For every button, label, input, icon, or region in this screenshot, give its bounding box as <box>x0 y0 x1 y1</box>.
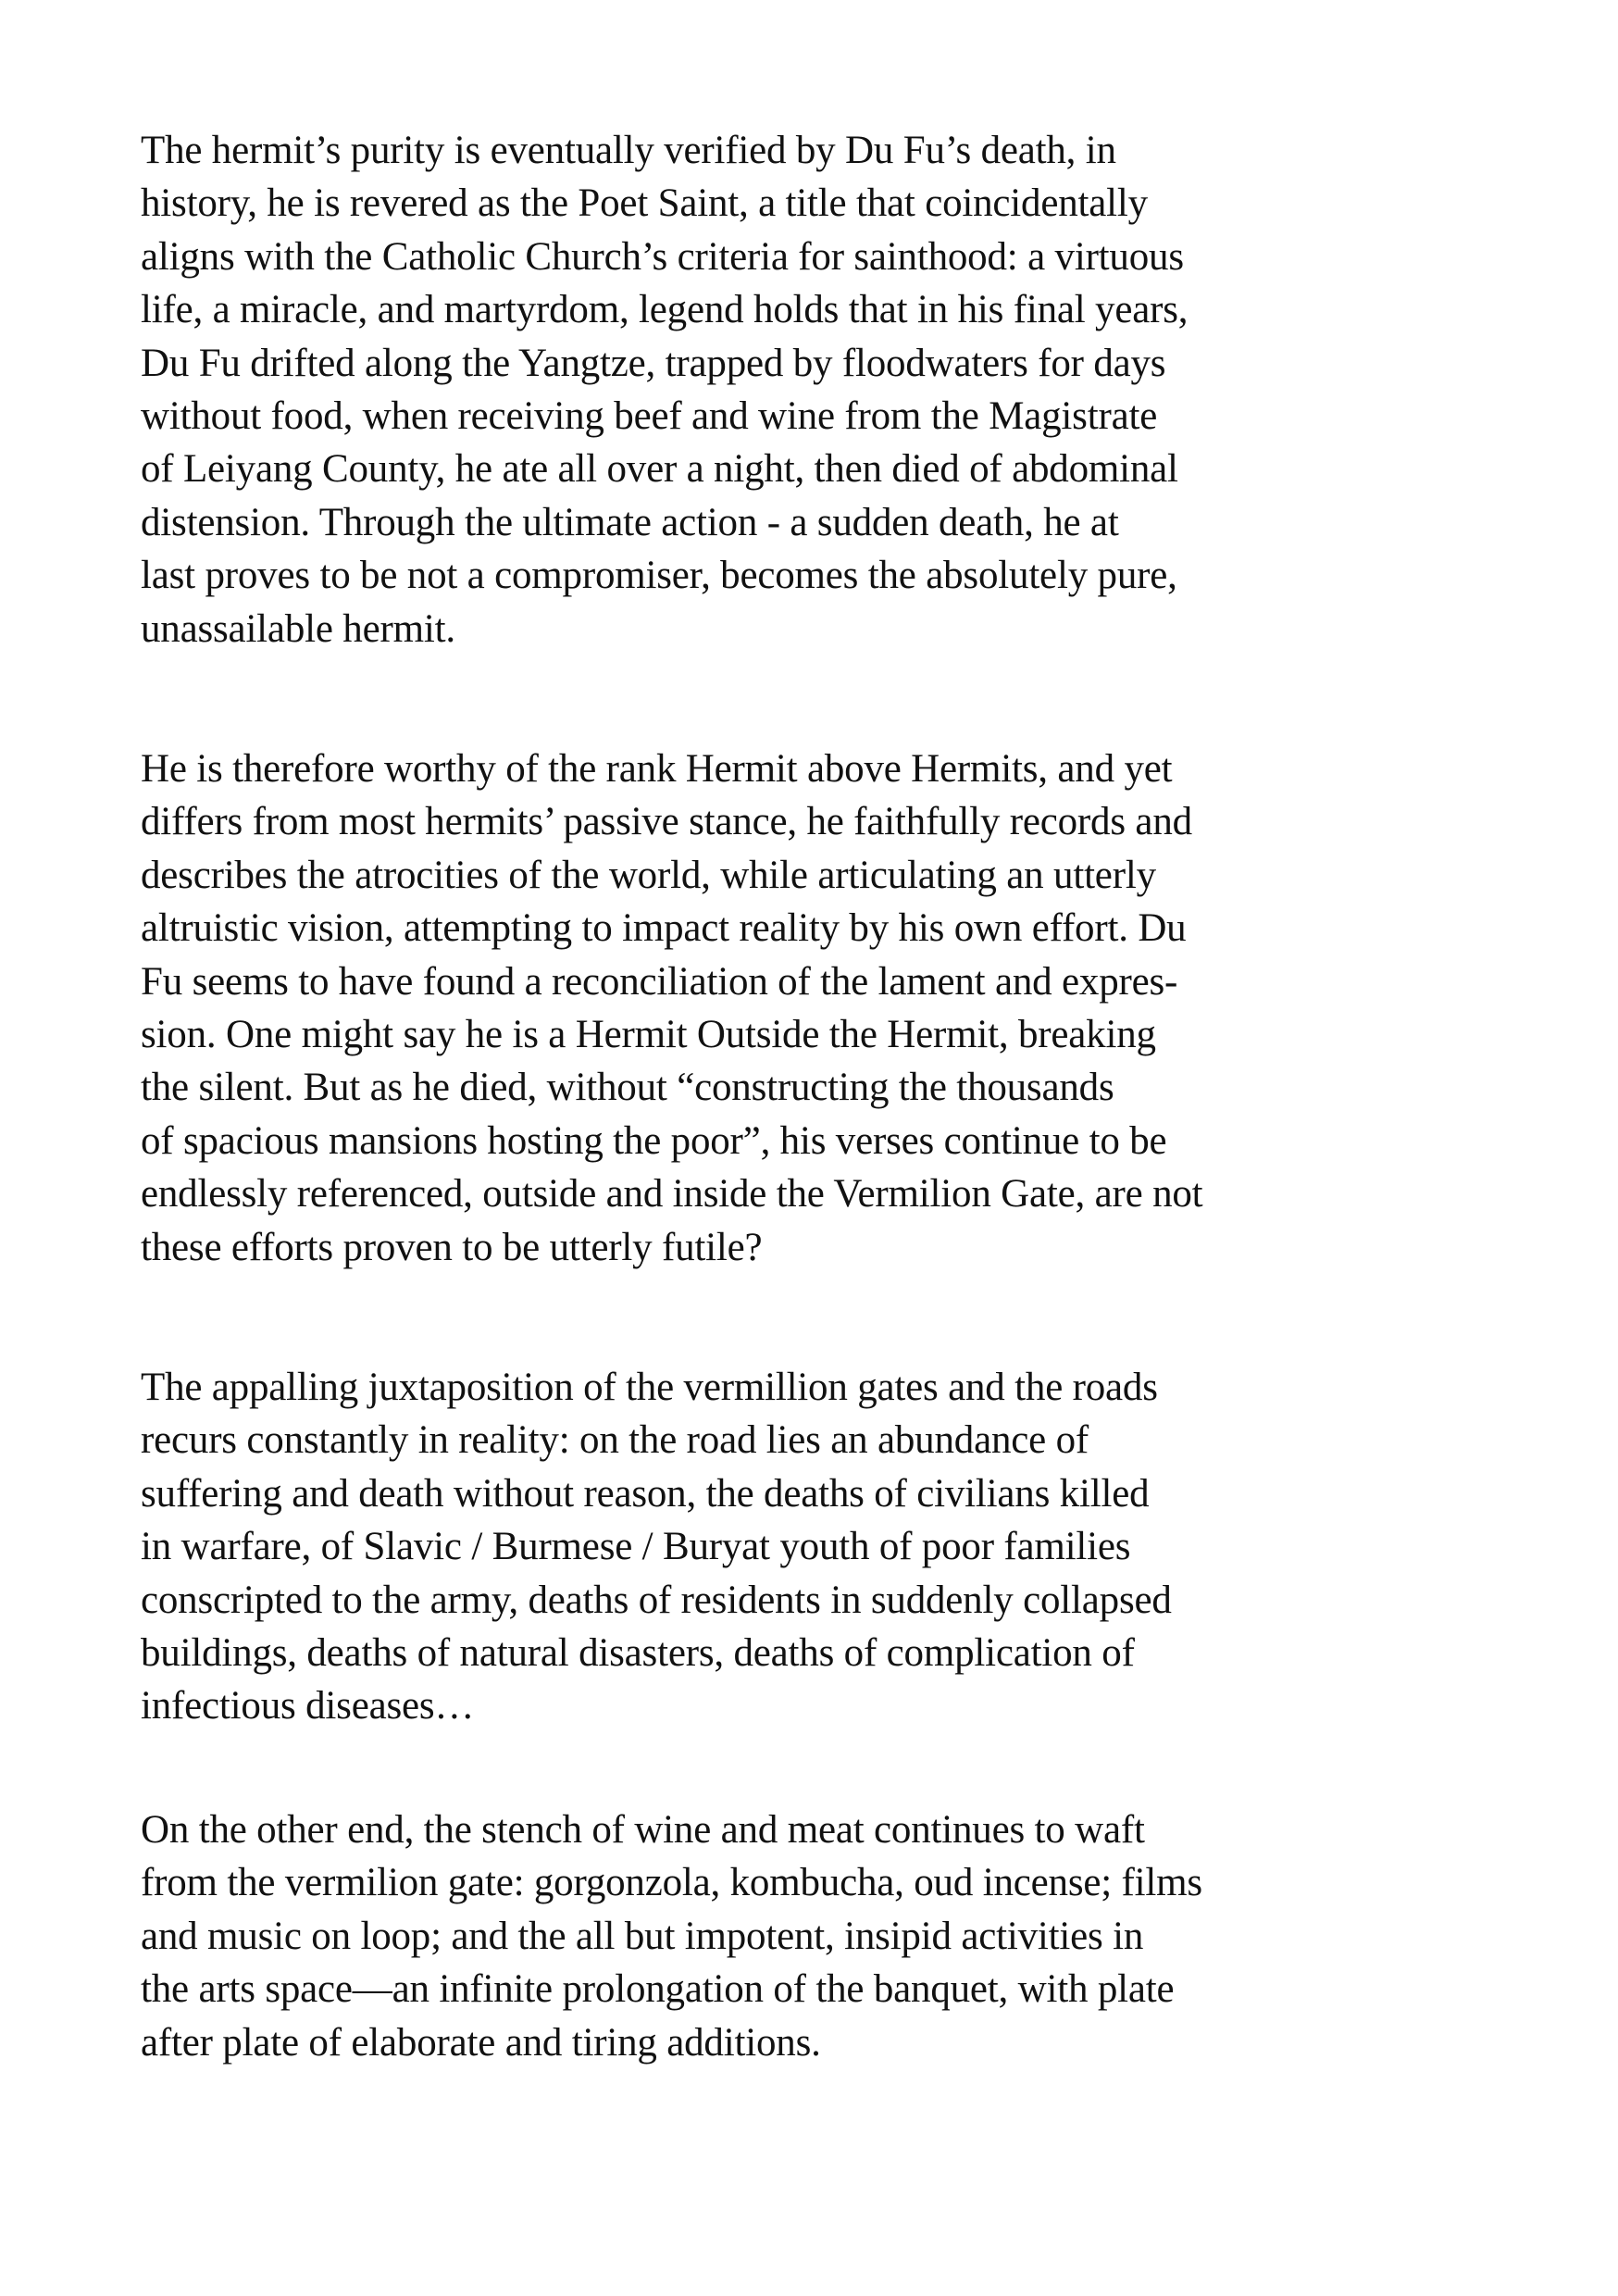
text-line: sion. One might say he is a Hermit Outside the Hermit, breaking <box>141 1013 1156 1057</box>
text-line: in warfare, of Slavic / Burmese / Buryat youth of poor families <box>141 1525 1131 1569</box>
text-line: suffering and death without reason, the deaths of civilians killed <box>141 1471 1150 1516</box>
text-line: of spacious mansions hosting the poor”, his verses continue to be <box>141 1118 1167 1163</box>
text-line: distension. Through the ultimate action - a sudden death, he at <box>141 500 1119 544</box>
paragraph-3 <box>141 1361 1492 1733</box>
text-line: The hermit’s purity is eventually verified by Du Fu’s death, in <box>141 129 1116 172</box>
text-line: infectious diseases… <box>141 1684 475 1728</box>
text-line: and music on loop; and the all but impotent, insipid activities in <box>141 1914 1144 1958</box>
text-line: after plate of elaborate and tiring additions. <box>141 2020 821 2065</box>
text-line: On the other end, the stench of wine and meat continues to waft <box>141 1808 1145 1852</box>
text-line: history, he is revered as the Poet Saint, a title that coincidentally <box>141 181 1148 226</box>
paragraph-2 <box>141 742 1492 1274</box>
text-line: buildings, deaths of natural disasters, deaths of complication of <box>141 1631 1135 1676</box>
text-line: unassailable hermit. <box>141 606 455 651</box>
text-line: last proves to be not a compromiser, becomes the absolutely pure, <box>141 554 1177 598</box>
text-line: without food, when receiving beef and wine from the Magistrate <box>141 394 1158 439</box>
text-line: The appalling juxtaposition of the vermillion gates and the roads <box>141 1366 1158 1409</box>
paragraph-4 <box>141 1803 1492 2069</box>
text-line: these efforts proven to be utterly futile? <box>141 1225 763 1269</box>
text-line: aligns with the Catholic Church’s criteria for sainthood: a virtuous <box>141 234 1184 279</box>
text-line: life, a miracle, and martyrdom, legend holds that in his final years, <box>141 288 1189 332</box>
text-line: describes the atrocities of the world, while articulating an utterly <box>141 853 1156 897</box>
text-line: Fu seems to have found a reconciliation of the lament and expres- <box>141 959 1178 1004</box>
text-line: Du Fu drifted along the Yangtze, trapped by floodwaters for days <box>141 341 1166 385</box>
text-line: differs from most hermits’ passive stance, he faithfully records and <box>141 800 1192 844</box>
text-line: of Leiyang County, he ate all over a night, then died of abdominal <box>141 447 1178 492</box>
text-line: recurs constantly in reality: on the road lies an abundance of <box>141 1418 1089 1463</box>
text-line: from the vermilion gate: gorgonzola, kombucha, oud incense; films <box>141 1861 1202 1905</box>
text-line: endlessly referenced, outside and inside the Vermilion Gate, are not <box>141 1172 1203 1217</box>
text-line: conscripted to the army, deaths of residents in suddenly collapsed <box>141 1578 1172 1622</box>
text-line: altruistic vision, attempting to impact reality by his own effort. Du <box>141 906 1187 951</box>
text-line: the silent. But as he died, without “constructing the thousands <box>141 1066 1114 1110</box>
text-line: the arts space—an infinite prolongation of the banquet, with plate <box>141 1967 1175 2012</box>
text-line: He is therefore worthy of the rank Hermit above Hermits, and yet <box>141 747 1173 791</box>
paragraph-1 <box>141 124 1492 655</box>
